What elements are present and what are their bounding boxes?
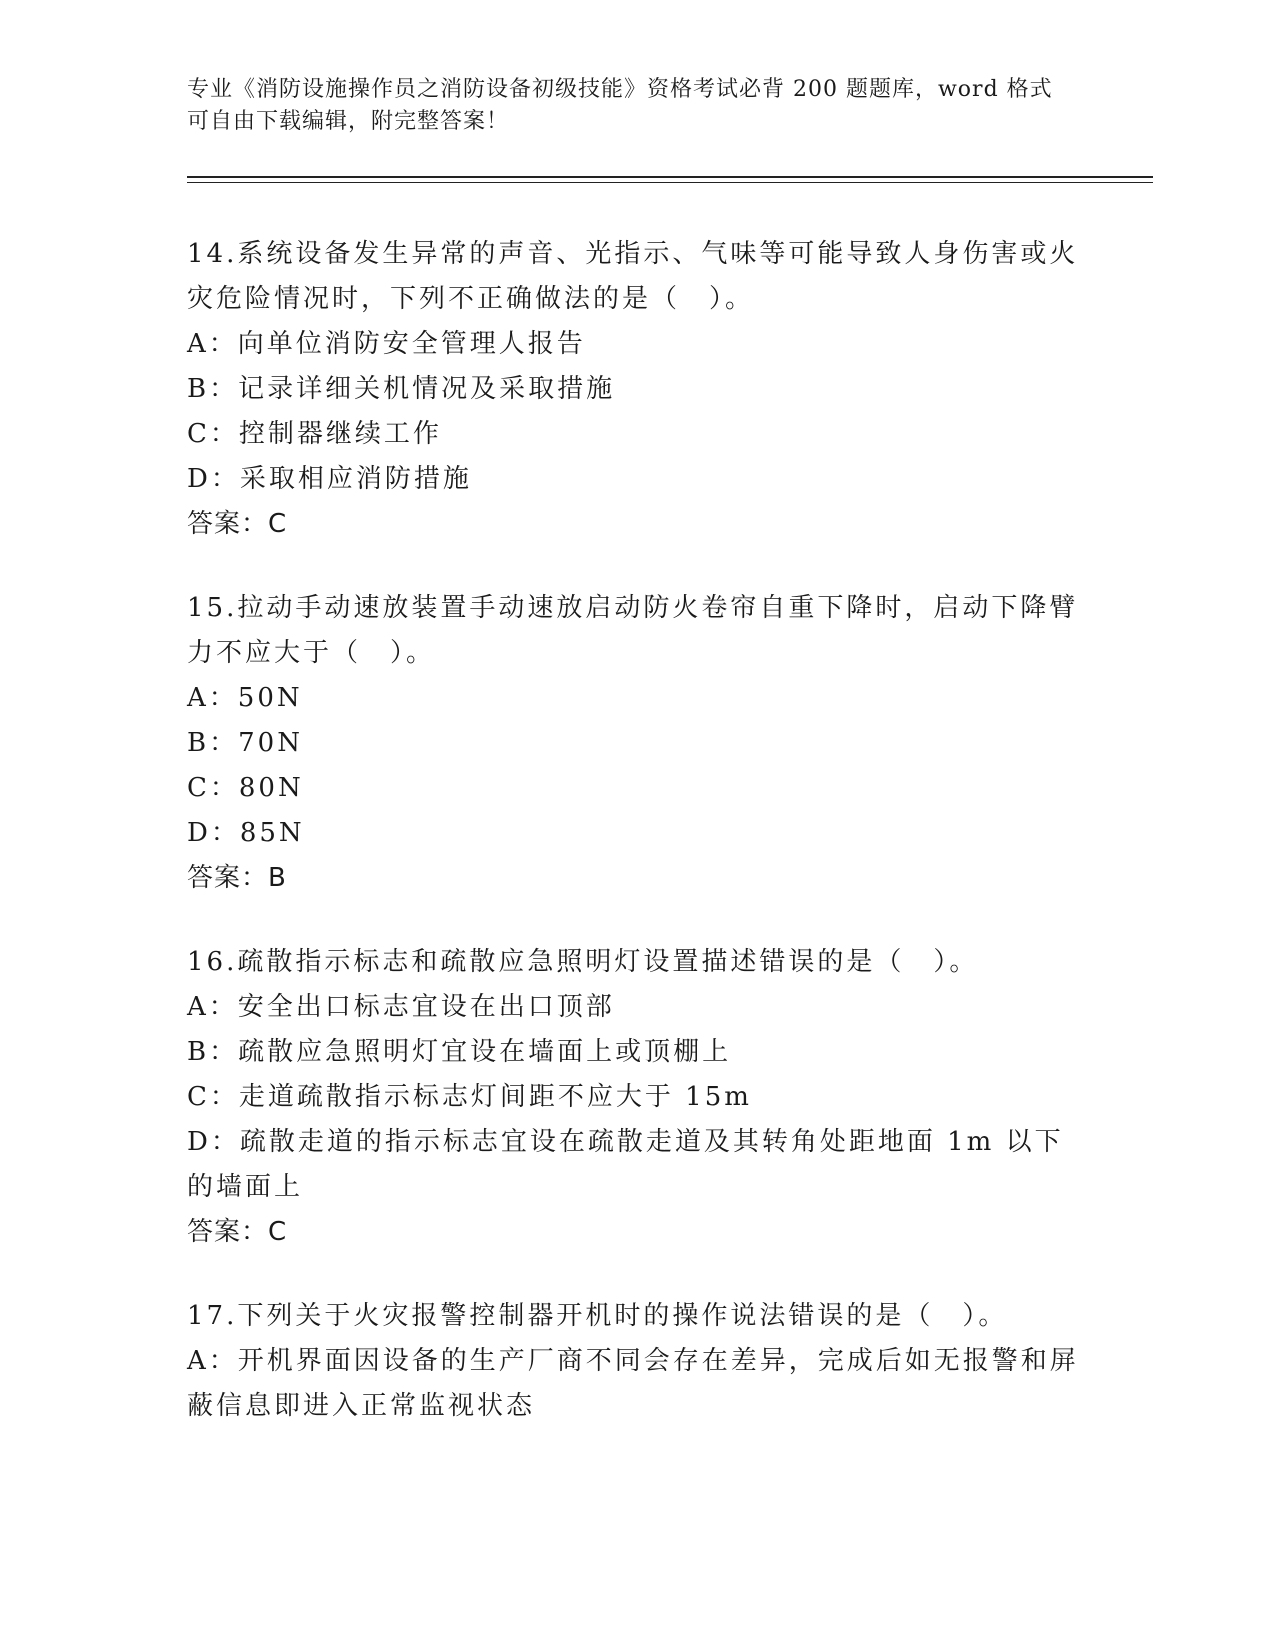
option-d: D：85N (187, 818, 305, 848)
option-a: A：50N (187, 683, 303, 713)
option-c: C：控制器继续工作 (187, 419, 442, 449)
question-text: 14.系统设备发生异常的声音、光指示、气味等可能导致人身伤害或火灾危险情况时，下列不正确做法的是（ ）。 (187, 239, 1079, 314)
option-b: B：记录详细关机情况及采取措施 (187, 374, 616, 404)
header-divider-thick (187, 176, 1153, 178)
document-header: 专业《消防设施操作员之消防设备初级技能》资格考试必背 200 题题库，word 格式可自由下载编辑，附完整答案！ (187, 77, 1053, 134)
question-text: 16.疏散指示标志和疏散应急照明灯设置描述错误的是（ ）。 (187, 947, 979, 977)
option-a: A：向单位消防安全管理人报告 (187, 329, 586, 359)
option-b: B：疏散应急照明灯宜设在墙面上或顶棚上 (187, 1037, 732, 1067)
answer: 答案：C (187, 509, 288, 539)
option-a: A：安全出口标志宜设在出口顶部 (187, 992, 615, 1022)
question-17 (187, 1294, 1087, 1429)
answer: 答案：C (187, 1217, 288, 1247)
option-d: D：疏散走道的指示标志宜设在疏散走道及其转角处距地面 1m 以下的墙面上 (187, 1127, 1064, 1202)
header-divider-thin (187, 182, 1153, 183)
option-d: D：采取相应消防措施 (187, 464, 472, 494)
question-text: 17.下列关于火灾报警控制器开机时的操作说法错误的是（ ）。 (187, 1301, 1008, 1331)
question-14 (187, 232, 1087, 547)
option-c: C：走道疏散指示标志灯间距不应大于 15m (187, 1082, 752, 1112)
question-list (187, 232, 1087, 1468)
option-a: A：开机界面因设备的生产厂商不同会存在差异，完成后如无报警和屏蔽信息即进入正常监视状态 (187, 1346, 1079, 1421)
question-text: 15.拉动手动速放装置手动速放启动防火卷帘自重下降时，启动下降臂力不应大于（ ）。 (187, 593, 1079, 668)
answer: 答案：B (187, 863, 287, 893)
option-c: C：80N (187, 773, 304, 803)
question-16 (187, 940, 1087, 1255)
option-b: B：70N (187, 728, 303, 758)
question-15 (187, 586, 1087, 901)
